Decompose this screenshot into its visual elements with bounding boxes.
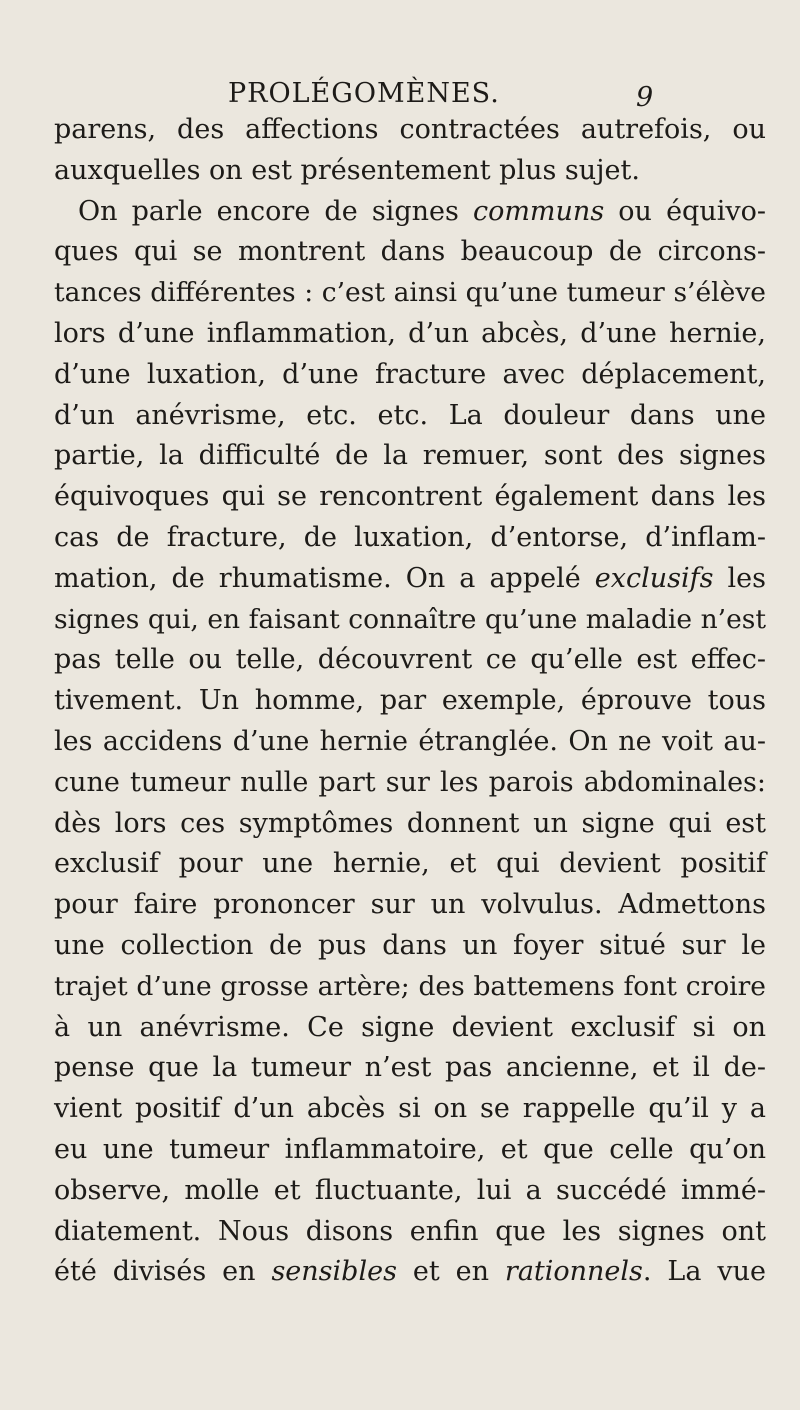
line-text: ques qui se montrent dans beaucoup de circons-	[54, 236, 766, 268]
text-line	[54, 1089, 766, 1130]
italic-term: exclusifs	[594, 562, 714, 594]
line-segment: et en	[396, 1256, 505, 1288]
text-line	[54, 436, 766, 477]
text-line	[54, 722, 766, 763]
line-text: diatement. Nous disons enfin que les signes ont	[54, 1215, 766, 1247]
text-line	[54, 763, 766, 804]
text-line	[54, 192, 766, 233]
text-line	[54, 967, 766, 1008]
line-text: signes qui, en faisant connaître qu’une maladie n’est	[54, 603, 766, 635]
line-text: parens, des affections contractées autrefois, ou	[54, 114, 766, 145]
line-text: trajet d’une grosse artère; des battemens font croire	[54, 970, 766, 1002]
text-line	[54, 1008, 766, 1049]
text-line	[54, 1212, 766, 1253]
line-text: pour faire prononcer sur un volvulus. Admettons	[54, 889, 766, 921]
text-line	[54, 804, 766, 845]
text-line	[54, 681, 766, 722]
line-text: équivoques qui se rencontrent également dans les	[54, 481, 766, 513]
text-line	[54, 477, 766, 518]
line-text: eu une tumeur inflammatoire, et que celle qu’on	[54, 1133, 766, 1165]
text-line	[54, 600, 766, 641]
text-line	[54, 396, 766, 437]
text-line	[54, 518, 766, 559]
line-text: vient positif d’un abcès si on se rappelle qu’il y a	[54, 1093, 766, 1125]
line-text: cas de fracture, de luxation, d’entorse, d’inflam-	[54, 521, 766, 553]
italic-term: rationnels	[504, 1256, 643, 1288]
line-text: à un anévrisme. Ce signe devient exclusif si on	[54, 1011, 766, 1043]
line-text: tivement. Un homme, par exemple, éprouve tous	[54, 685, 766, 717]
line-segment: les	[713, 562, 766, 594]
text-line	[54, 1130, 766, 1171]
line-segment: ou équivo-	[604, 195, 766, 227]
text-line	[54, 151, 766, 192]
line-text: une collection de pus dans un foyer situé sur le	[54, 929, 766, 961]
text-line	[54, 844, 766, 885]
text-line	[54, 314, 766, 355]
line-text: observe, molle et fluctuante, lui a succédé immé-	[54, 1174, 766, 1206]
line-text: tances différentes : c’est ainsi qu’une tumeur s’élève	[54, 277, 766, 309]
line-text: lors d’une inflammation, d’un abcès, d’une hernie,	[54, 317, 766, 349]
italic-term: communs	[472, 195, 605, 227]
text-line	[54, 640, 766, 681]
page-number: 9	[636, 82, 654, 113]
line-text: dès lors ces symptômes donnent un signe qui est	[54, 807, 766, 839]
line-text: d’un anévrisme, etc. etc. La douleur dans une	[54, 399, 766, 431]
text-line	[54, 1171, 766, 1212]
text-line	[54, 926, 766, 967]
line-text: d’une luxation, d’une fracture avec déplacement,	[54, 358, 766, 390]
italic-term: sensibles	[271, 1256, 397, 1288]
text-line	[54, 110, 766, 151]
line-text: les accidens d’une hernie étranglée. On ne voit au-	[54, 725, 766, 757]
line-text: partie, la difficulté de la remuer, sont des signes	[54, 440, 766, 472]
body-text	[54, 110, 766, 1293]
text-line	[54, 1252, 766, 1293]
line-segment: été divisés en	[54, 1256, 272, 1288]
running-title: PROLÉGOMÈNES.	[228, 78, 500, 109]
text-line	[54, 885, 766, 926]
text-line	[54, 232, 766, 273]
page-header	[0, 72, 800, 112]
line-text: exclusif pour une hernie, et qui devient positif	[54, 848, 766, 880]
line-segment: . La vue	[642, 1256, 766, 1288]
text-line	[54, 355, 766, 396]
text-line	[54, 1048, 766, 1089]
line-segment: On parle encore de signes	[78, 195, 473, 227]
text-line	[54, 559, 766, 600]
line-segment: mation, de rhumatisme. On a appelé	[54, 562, 595, 594]
line-text: pas telle ou telle, découvrent ce qu’elle est effec-	[54, 644, 766, 676]
line-text: cune tumeur nulle part sur les parois abdominales:	[54, 766, 766, 798]
line-text: pense que la tumeur n’est pas ancienne, et il de-	[54, 1052, 766, 1084]
line-text: auxquelles on est présentement plus sujet.	[54, 154, 640, 186]
text-line	[54, 273, 766, 314]
